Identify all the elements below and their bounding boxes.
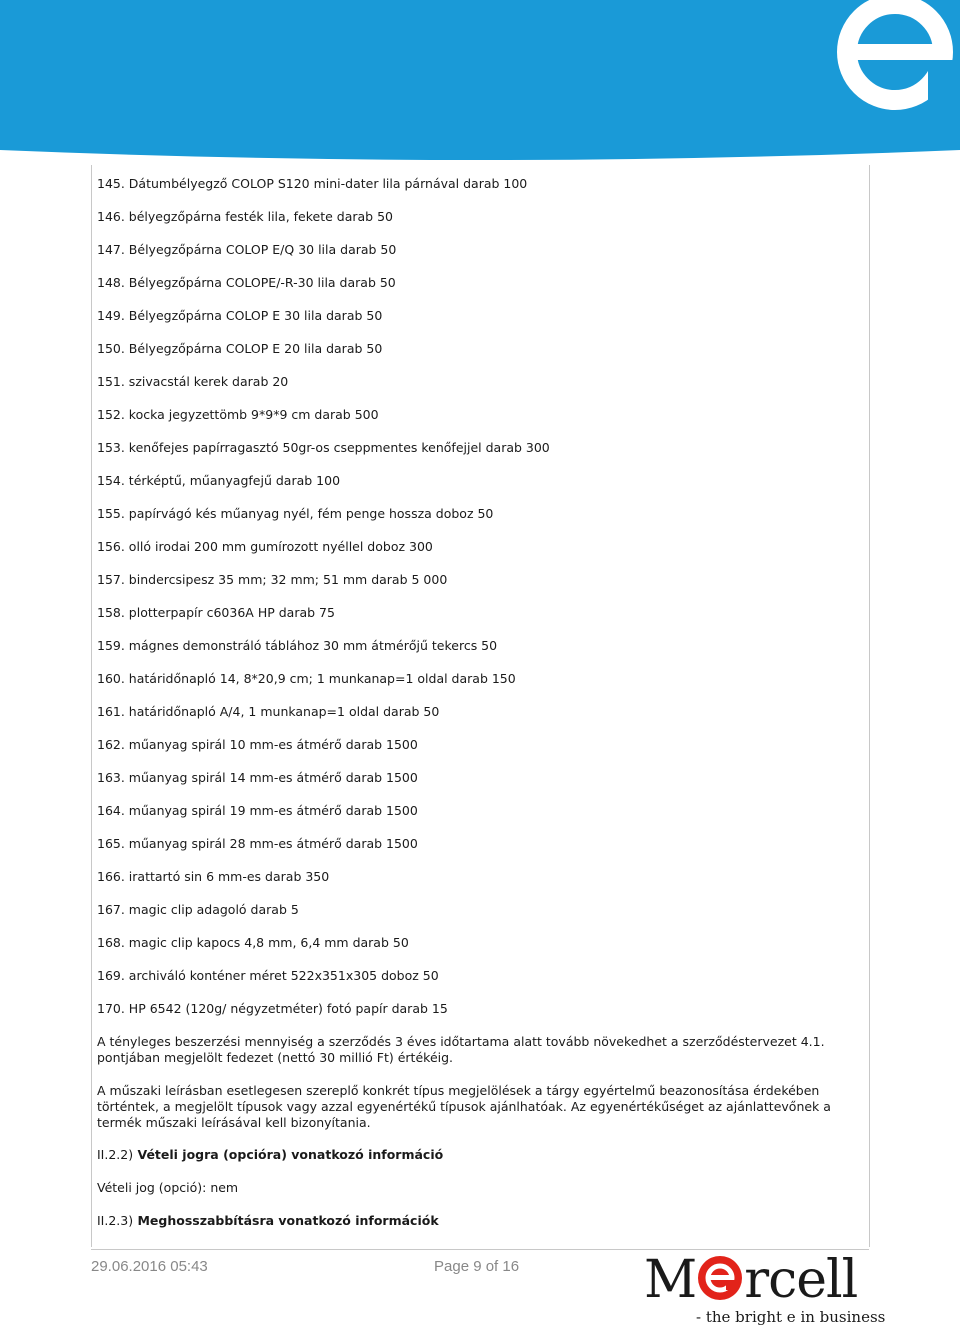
list-item: 151. szivacstál kerek darab 20 [97, 374, 289, 389]
list-item: 160. határidőnapló 14, 8*20,9 cm; 1 munkanap=1 oldal darab 150 [97, 671, 516, 686]
section-heading-extension [97, 1213, 862, 1229]
page-header [0, 0, 960, 165]
list-item: 170. HP 6542 (120g/ négyzetméter) fotó papír darab 15 [97, 1001, 448, 1016]
section-number: II.2.3) [97, 1213, 134, 1228]
list-item: 166. irattartó sin 6 mm-es darab 350 [97, 869, 330, 884]
logo-tagline: - the bright e in business [696, 1308, 886, 1326]
list-item: 168. magic clip kapocs 4,8 mm, 6,4 mm darab 50 [97, 935, 409, 950]
list-item: 158. plotterpapír c6036A HP darab 75 [97, 605, 335, 620]
list-item: 148. Bélyegzőpárna COLOPE/-R-30 lila darab 50 [97, 275, 396, 290]
list-item: 165. műanyag spirál 28 mm-es átmérő darab 1500 [97, 836, 418, 851]
footer-page-number: Page 9 of 16 [434, 1258, 520, 1275]
list-item: 164. műanyag spirál 19 mm-es átmérő darab 1500 [97, 803, 418, 818]
specs-paragraph: A műszaki leírásban esetlegesen szereplő konkrét típus megjelölések a tárgy egyértelmű beazonosítása érdekében történtek, a megjelölt típusok vagy azzal egyenértékű típusok ajánlhatóak. Az egyenértékűséget az ajánlattevőnek a termék műszaki leírásával kell bizonyítania. [97, 1083, 831, 1130]
list-item: 154. térképtű, műanyagfejű darab 100 [97, 473, 341, 488]
list-item: 161. határidőnapló A/4, 1 munkanap=1 oldal darab 50 [97, 704, 440, 719]
logo-text-after: rcell [744, 1250, 858, 1310]
footer-date: 29.06.2016 05:43 [91, 1258, 208, 1275]
header-banner [0, 0, 960, 165]
list-item: 150. Bélyegzőpárna COLOP E 20 lila darab 50 [97, 341, 383, 356]
list-item: 147. Bélyegzőpárna COLOP E/Q 30 lila darab 50 [97, 242, 397, 257]
list-item: 145. Dátumbélyegző COLOP S120 mini-dater lila párnával darab 100 [97, 176, 528, 191]
logo-wordmark [644, 1252, 857, 1308]
list-item: 162. műanyag spirál 10 mm-es átmérő darab 1500 [97, 737, 418, 752]
option-value: Vételi jog (opció): nem [97, 1180, 239, 1195]
list-item: 152. kocka jegyzettömb 9*9*9 cm darab 500 [97, 407, 379, 422]
list-item: 146. bélyegzőpárna festék lila, fekete darab 50 [97, 209, 393, 224]
list-item: 149. Bélyegzőpárna COLOP E 30 lila darab 50 [97, 308, 383, 323]
list-item: 163. műanyag spirál 14 mm-es átmérő darab 1500 [97, 770, 418, 785]
logo-text-before: M [644, 1250, 697, 1310]
section-number: II.2.2) [97, 1147, 134, 1162]
section-title: Vételi jogra (opcióra) vonatkozó információ [137, 1147, 444, 1162]
item-list [97, 176, 867, 1034]
list-item: 156. olló irodai 200 mm gumírozott nyéllel doboz 300 [97, 539, 433, 554]
section-heading-option [97, 1147, 862, 1163]
logo-e-icon [697, 1255, 743, 1301]
list-item: 157. bindercsipesz 35 mm; 32 mm; 51 mm darab 5 000 [97, 572, 448, 587]
quantity-paragraph: A tényleges beszerzési mennyiség a szerződés 3 éves időtartama alatt tovább növekedhet a szerződéstervezet 4.1. pontjában megjelölt fedezet (nettó 30 millió Ft) értékéig. [97, 1034, 825, 1065]
list-item: 169. archiváló konténer méret 522x351x305 doboz 50 [97, 968, 439, 983]
list-item: 155. papírvágó kés műanyag nyél, fém penge hossza doboz 50 [97, 506, 494, 521]
section-title: Meghosszabbításra vonatkozó információk [137, 1213, 439, 1228]
marcell-logo [640, 1250, 886, 1329]
list-item: 159. mágnes demonstráló táblához 30 mm átmérőjű tekercs 50 [97, 638, 498, 653]
list-item: 167. magic clip adagoló darab 5 [97, 902, 299, 917]
list-item: 153. kenőfejes papírragasztó 50gr-os cseppmentes kenőfejjel darab 300 [97, 440, 550, 455]
